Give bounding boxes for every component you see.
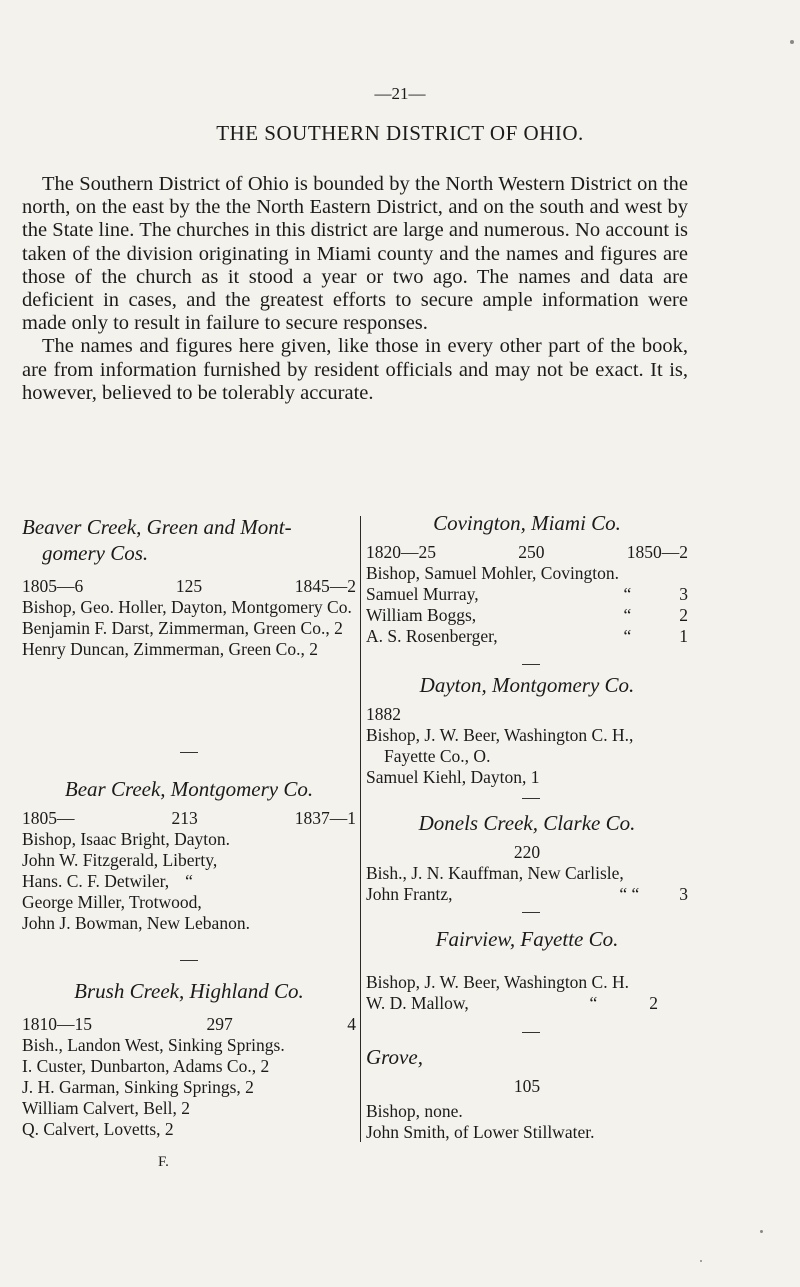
house-date: 1845—2 [294, 576, 356, 596]
church-entry-donels-creek [366, 810, 688, 905]
organized-date: 1805—6 [22, 576, 84, 596]
church-entry-bear-creek [22, 776, 356, 934]
section-dash [522, 664, 540, 665]
official-name: W. D. Mallow, [366, 993, 469, 1013]
church-dates [366, 842, 688, 863]
church-dates [22, 576, 356, 597]
section-dash [180, 752, 198, 753]
church-entry-beaver-creek [22, 514, 356, 660]
page-title: THE SOUTHERN DISTRICT OF OHIO. [216, 121, 584, 145]
paper-speck [790, 40, 794, 44]
church-entry-fairview [366, 926, 688, 1014]
church-heading: Fairview, Fayette Co. [435, 927, 619, 951]
church-dates [22, 1014, 356, 1035]
membership-count: 250 [518, 542, 545, 562]
section-dash [522, 1032, 540, 1033]
official-line: Bishop, Isaac Bright, Dayton. [22, 829, 231, 849]
church-heading [22, 514, 356, 566]
count: 2 [679, 605, 688, 625]
church-entry-brush-creek [22, 978, 356, 1140]
church-dates [366, 542, 688, 563]
church-heading: Grove, [366, 1045, 423, 1069]
membership-count: 125 [175, 576, 203, 596]
official-line [366, 605, 688, 626]
official-line: Bishop, Geo. Holler, Dayton, Montgomery Co. [22, 597, 352, 617]
section-dash [522, 912, 540, 913]
paper-speck [700, 1260, 702, 1262]
official-line: Q. Calvert, Lovetts, 2 [22, 1119, 174, 1139]
church-heading: Covington, Miami Co. [433, 511, 621, 535]
house-date: 1850—2 [626, 542, 688, 562]
church-heading: Bear Creek, Montgomery Co. [64, 777, 314, 801]
official-line: Bishop, none. [366, 1101, 463, 1121]
official-line [366, 584, 688, 605]
church-dates [366, 1076, 688, 1097]
church-entry-covington [366, 510, 688, 647]
official-line: John W. Fitzgerald, Liberty, [22, 850, 218, 870]
official-line: J. H. Garman, Sinking Springs, 2 [22, 1077, 254, 1097]
official-line [22, 871, 356, 892]
membership-count: 105 [513, 1076, 541, 1096]
church-heading: Donels Creek, Clarke Co. [418, 811, 636, 835]
official-line: I. Custer, Dunbarton, Adams Co., 2 [22, 1056, 270, 1076]
organized-date: 1882 [366, 704, 401, 724]
church-heading: Brush Creek, Highland Co. [74, 979, 304, 1003]
official-line: George Miller, Trotwood, [22, 892, 202, 912]
count: 3 [679, 884, 688, 904]
organized-date: 1820—25 [366, 542, 436, 562]
ditto-mark: “ “ [619, 884, 640, 904]
church-name-continued: gomery Cos. [42, 541, 149, 565]
church-entry-dayton [366, 672, 688, 788]
printer-signature: F. [158, 1154, 169, 1170]
official-line: Henry Duncan, Zimmerman, Green Co., 2 [22, 639, 318, 659]
official-line: Bish., J. N. Kauffman, New Carlisle, [366, 863, 624, 883]
organized-date: 1810—15 [22, 1014, 92, 1034]
official-line: Bish., Landon West, Sinking Springs. [22, 1035, 285, 1055]
column-divider [360, 516, 361, 1142]
membership-count: 213 [171, 808, 198, 828]
church-entry-grove [366, 1044, 688, 1143]
official-line [366, 993, 688, 1014]
official-name: John Frantz, [366, 884, 453, 904]
section-dash [522, 798, 540, 799]
house-date: 1837—1 [294, 808, 356, 828]
official-line: William Calvert, Bell, 2 [22, 1098, 190, 1118]
ditto-mark: “ [623, 584, 632, 604]
church-dates [22, 808, 356, 829]
house-date: 4 [347, 1014, 356, 1034]
official-line: John Smith, of Lower Stillwater. [366, 1122, 595, 1142]
official-line: Bishop, Samuel Mohler, Covington. [366, 563, 620, 583]
count: 2 [649, 993, 658, 1013]
ditto-mark: “ [623, 626, 632, 646]
membership-count: 220 [513, 842, 541, 862]
page-number: —21— [374, 84, 426, 103]
official-line: Benjamin F. Darst, Zimmerman, Green Co., 2 [22, 618, 343, 638]
ditto-mark: “ [589, 993, 598, 1013]
official-name: A. S. Rosenberger, [366, 626, 498, 646]
ditto-mark: “ [185, 871, 193, 891]
paper-speck [760, 1230, 763, 1233]
official-line: Samuel Kiehl, Dayton, 1 [366, 767, 540, 787]
organized-date: 1805— [22, 808, 75, 828]
church-dates [366, 704, 688, 725]
intro-paragraph-1: The Southern District of Ohio is bounded by the North Western District on the north, on the east by the the North Eastern District, and on the south and west by the State line. The churches in this district are large and numerous. No account is taken of the division originating in Miami county and the names and figures are those of the church as it stood a year or two ago. The names and data are deficient in cases, and the greatest efforts to secure ample information were made only to result in failure to secure responses. [22, 173, 688, 335]
official-line: Bishop, J. W. Beer, Washington C. H. [366, 972, 629, 992]
church-heading: Dayton, Montgomery Co. [419, 673, 635, 697]
official-line: Bishop, J. W. Beer, Washington C. H., Fayette Co., O. [366, 725, 634, 766]
official-line: John J. Bowman, New Lebanon. [22, 913, 250, 933]
membership-count: 297 [206, 1014, 233, 1034]
official-name: William Boggs, [366, 605, 477, 625]
ditto-mark: “ [623, 605, 632, 625]
church-name: Beaver Creek, Green and Mont- [22, 515, 292, 539]
intro-paragraph-2: The names and figures here given, like those in every other part of the book, are from information furnished by resident officials and may not be exact. It is, however, believed to be tolerably accurate. [22, 335, 688, 404]
official-line [366, 626, 688, 647]
official-name: Samuel Murray, [366, 584, 479, 604]
count: 1 [679, 626, 688, 646]
section-dash [180, 960, 198, 961]
official-line [366, 884, 688, 905]
intro-text [22, 173, 688, 405]
count: 3 [679, 584, 688, 604]
official-name: Hans. C. F. Detwiler, [22, 871, 170, 891]
